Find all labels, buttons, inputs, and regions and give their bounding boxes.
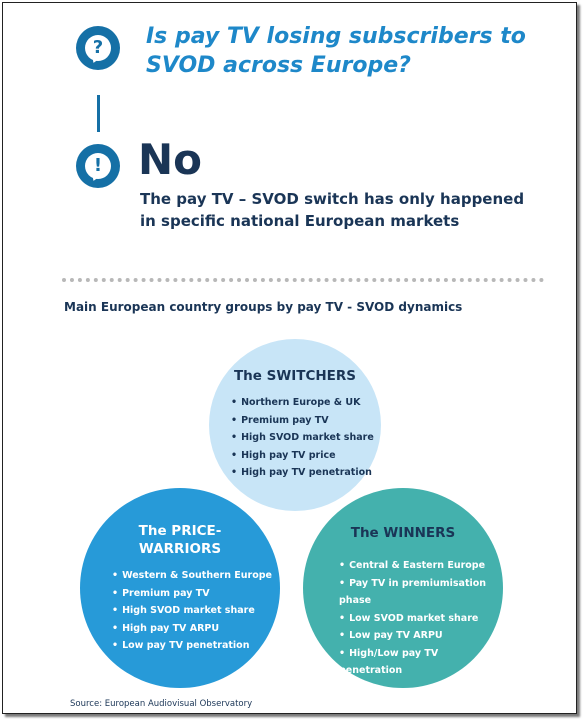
winners-list (339, 557, 503, 680)
list-item: • Northern Europe & UK (231, 394, 374, 412)
answer-explanation: The pay TV – SVOD switch has only happened in specific national European markets (140, 190, 525, 230)
connector-line (97, 95, 100, 132)
list-item: • High pay TV price (231, 447, 374, 465)
dotted-divider (62, 278, 544, 282)
question-title: Is pay TV losing subscribers to SVOD across Europe? (146, 24, 526, 78)
switchers-title: The SWITCHERS (233, 368, 357, 384)
winners-title: The WINNERS (350, 525, 456, 541)
source-note: Source: European Audiovisual Observatory (70, 699, 253, 709)
question-bubble-icon: ? (76, 26, 120, 70)
list-item: • Western & Southern Europe (112, 567, 272, 585)
price-warriors-title (80, 522, 280, 558)
price-warriors-list (112, 567, 272, 655)
list-item: • High SVOD market share (112, 602, 272, 620)
price-warriors-title-line1: The PRICE- (138, 523, 222, 539)
list-item: • Central & Eastern Europe (339, 557, 503, 575)
switchers-list (231, 394, 374, 482)
switchers-circle (209, 339, 381, 511)
section-title: Main European country groups by pay TV - SVOD dynamics (64, 300, 463, 314)
winners-circle (303, 488, 503, 688)
list-item: • Pay TV in premiumisation phase (339, 575, 503, 610)
list-item: • Low pay TV penetration (112, 637, 272, 655)
price-warriors-circle (80, 488, 280, 688)
list-item: • High pay TV ARPU (112, 620, 272, 638)
list-item: • Premium pay TV (231, 412, 374, 430)
list-item: • High pay TV penetration (231, 464, 374, 482)
exclamation-bubble-icon: ! (76, 144, 120, 188)
list-item: • Premium pay TV (112, 585, 272, 603)
list-item: • High SVOD market share (231, 429, 374, 447)
list-item: • Low pay TV ARPU (339, 627, 503, 645)
list-item: • High/Low pay TV penetration (339, 645, 503, 680)
list-item: • Low SVOD market share (339, 610, 503, 628)
price-warriors-title-line2: WARRIORS (138, 541, 222, 557)
answer-heading: No (138, 135, 203, 184)
